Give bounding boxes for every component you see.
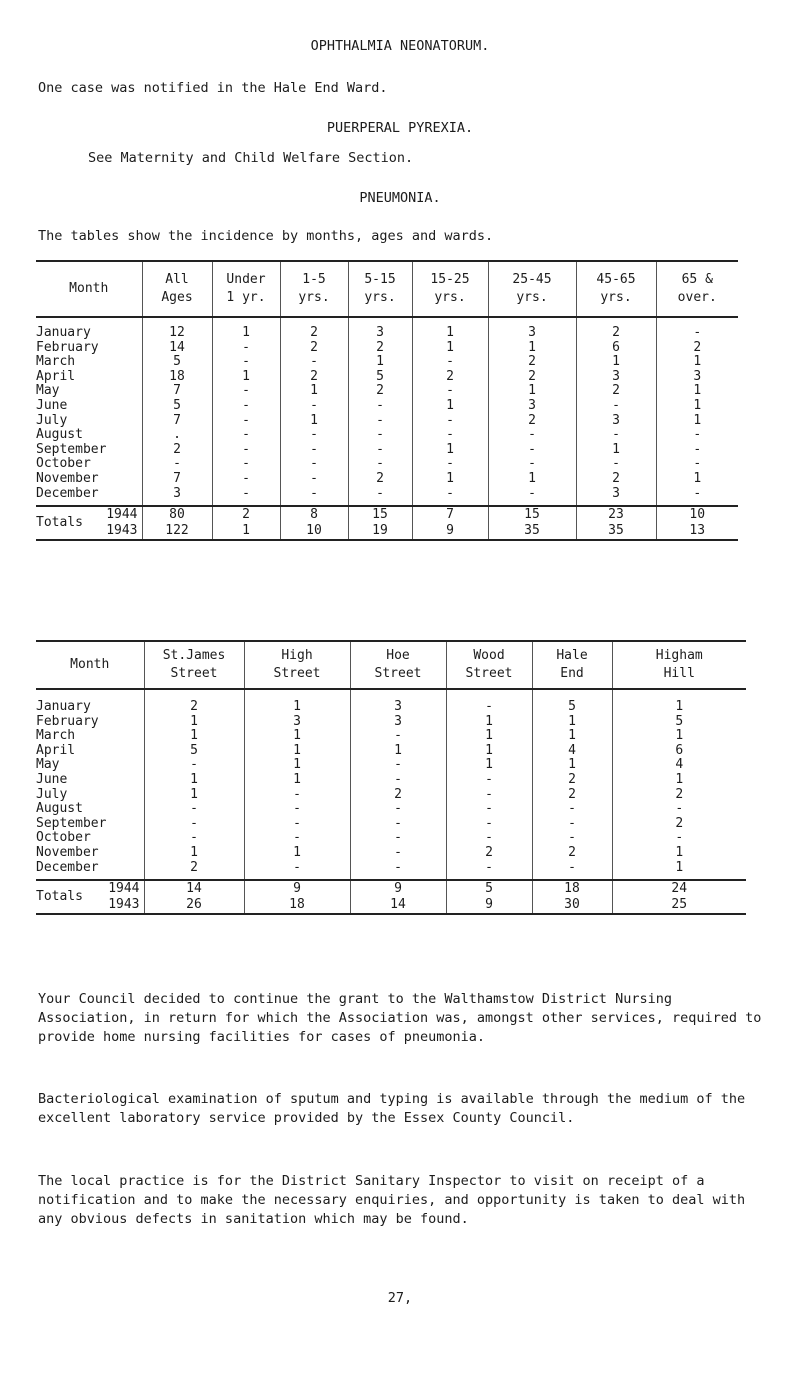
value-cell: 2 (144, 861, 244, 881)
table-row (36, 773, 746, 788)
value-cell: - (348, 443, 412, 458)
nursing-paragraph (38, 990, 768, 1047)
value-cell: 3 (350, 715, 446, 730)
table-row (36, 317, 738, 341)
value-cell: 1 (412, 317, 488, 341)
value-cell: - (212, 443, 280, 458)
value-cell: - (348, 487, 412, 507)
value-cell: 1 (412, 341, 488, 356)
totals-value-cell: 10 (656, 506, 738, 523)
month-cell: August (36, 427, 83, 443)
value-cell: 1 (412, 399, 488, 414)
value-cell: - (212, 487, 280, 507)
totals-value-cell: 1 (212, 523, 280, 540)
value-cell: 1 (576, 355, 656, 370)
month-cell: April (36, 742, 76, 758)
month-cell: April (36, 368, 76, 384)
value-cell: - (532, 831, 612, 846)
value-cell: 2 (280, 370, 348, 385)
table-row (36, 715, 746, 730)
totals-value-cell: 13 (656, 523, 738, 540)
value-cell: - (532, 861, 612, 881)
value-cell: 1 (244, 846, 350, 861)
value-cell: 2 (144, 689, 244, 715)
totals-value-cell: 18 (244, 897, 350, 914)
column-header-month: Month (70, 657, 110, 672)
value-cell: 2 (446, 846, 532, 861)
value-cell: 2 (350, 788, 446, 803)
value-cell: 2 (142, 443, 212, 458)
value-cell: - (244, 788, 350, 803)
value-cell: 5 (612, 715, 746, 730)
value-cell: - (280, 472, 348, 487)
value-cell: - (350, 817, 446, 832)
header-row (36, 641, 746, 689)
value-cell: 1 (412, 472, 488, 487)
value-cell: - (446, 802, 532, 817)
value-cell: 2 (576, 317, 656, 341)
value-cell: 5 (142, 399, 212, 414)
value-cell: 2 (612, 817, 746, 832)
value-cell: 7 (142, 384, 212, 399)
value-cell: 2 (532, 846, 612, 861)
value-cell: - (446, 773, 532, 788)
totals-value-cell: 15 (488, 506, 576, 523)
totals-row (36, 523, 738, 540)
column-header: 45-65 yrs. (576, 261, 656, 317)
table-row (36, 802, 746, 817)
value-cell: - (244, 831, 350, 846)
month-cell: November (36, 844, 99, 860)
value-cell: 1 (656, 384, 738, 399)
column-header: 1-5 yrs. (280, 261, 348, 317)
value-cell: - (412, 428, 488, 443)
totals-value-cell: 15 (348, 506, 412, 523)
value-cell: - (412, 457, 488, 472)
totals-value-cell: 2 (212, 506, 280, 523)
value-cell: 2 (280, 317, 348, 341)
month-cell: June (36, 397, 68, 413)
value-cell: 3 (488, 399, 576, 414)
totals-year: 1943 (108, 897, 140, 913)
month-cell: February (36, 339, 99, 355)
value-cell: 1 (576, 443, 656, 458)
month-cell: July (36, 786, 68, 802)
value-cell: - (244, 861, 350, 881)
value-cell: 18 (142, 370, 212, 385)
month-cell: December (36, 859, 99, 875)
totals-label: Totals (36, 515, 83, 531)
value-cell: - (350, 729, 446, 744)
value-cell: 1 (212, 370, 280, 385)
value-cell: - (280, 355, 348, 370)
value-cell: 1 (612, 846, 746, 861)
table-row (36, 861, 746, 881)
table-row (36, 399, 738, 414)
value-cell: 2 (348, 384, 412, 399)
table-row (36, 788, 746, 803)
totals-value-cell: 5 (446, 880, 532, 897)
totals-value-cell: 9 (244, 880, 350, 897)
month-cell: February (36, 713, 99, 729)
value-cell: 1 (144, 773, 244, 788)
value-cell: 7 (142, 414, 212, 429)
totals-value-cell: 23 (576, 506, 656, 523)
month-cell: December (36, 485, 99, 501)
totals-value-cell: 25 (612, 897, 746, 914)
value-cell: 3 (576, 370, 656, 385)
value-cell: 1 (612, 729, 746, 744)
value-cell: - (656, 428, 738, 443)
totals-row (36, 506, 738, 523)
value-cell: - (212, 414, 280, 429)
totals-value-cell: 122 (142, 523, 212, 540)
value-cell: 1 (244, 729, 350, 744)
totals-value-cell: 7 (412, 506, 488, 523)
table-row (36, 846, 746, 861)
value-cell: - (350, 831, 446, 846)
value-cell: 2 (348, 341, 412, 356)
value-cell: 2 (576, 384, 656, 399)
value-cell: 1 (144, 715, 244, 730)
bacteriology-paragraph (38, 1090, 768, 1128)
totals-year: 1944 (108, 881, 140, 897)
column-header: Hoe Street (350, 641, 446, 689)
value-cell: 5 (142, 355, 212, 370)
totals-value-cell: 14 (144, 880, 244, 897)
column-header: Under 1 yr. (212, 261, 280, 317)
value-cell: - (488, 443, 576, 458)
value-cell: 2 (488, 355, 576, 370)
table-row (36, 384, 738, 399)
totals-row (36, 880, 746, 897)
value-cell: 1 (656, 472, 738, 487)
age-incidence-table (36, 260, 738, 541)
value-cell: - (348, 414, 412, 429)
totals-value-cell: 9 (446, 897, 532, 914)
month-cell: May (36, 383, 60, 399)
column-header: High Street (244, 641, 350, 689)
value-cell: - (612, 831, 746, 846)
value-cell: - (280, 399, 348, 414)
value-cell: 3 (348, 317, 412, 341)
totals-label-cell (36, 897, 144, 914)
value-cell: - (212, 399, 280, 414)
ophthalmia-heading: OPHTHALMIA NEONATORUM. (310, 38, 490, 54)
totals-value-cell: 10 (280, 523, 348, 540)
value-cell: 1 (144, 729, 244, 744)
totals-value-cell: 24 (612, 880, 746, 897)
header-row (36, 261, 738, 317)
column-header: 25-45 yrs. (488, 261, 576, 317)
pneumonia-heading: PNEUMONIA. (359, 190, 441, 206)
value-cell: 1 (656, 414, 738, 429)
value-cell: - (488, 457, 576, 472)
value-cell: - (576, 457, 656, 472)
table-row (36, 729, 746, 744)
value-cell: 1 (244, 773, 350, 788)
value-cell: - (446, 689, 532, 715)
value-cell: 1 (612, 689, 746, 715)
value-cell: - (656, 317, 738, 341)
month-cell: May (36, 757, 60, 773)
totals-value-cell: 8 (280, 506, 348, 523)
table-row (36, 414, 738, 429)
month-cell: January (36, 699, 91, 714)
value-cell: 1 (488, 472, 576, 487)
column-header: Higham Hill (612, 641, 746, 689)
value-cell: - (412, 414, 488, 429)
month-cell: June (36, 771, 68, 787)
table-row (36, 744, 746, 759)
value-cell: - (212, 472, 280, 487)
ward-incidence-table (36, 640, 746, 915)
value-cell: 6 (612, 744, 746, 759)
value-cell: - (446, 817, 532, 832)
value-cell: - (348, 428, 412, 443)
table-row (36, 428, 738, 443)
value-cell: 1 (212, 317, 280, 341)
value-cell: 3 (576, 414, 656, 429)
totals-label-cell (36, 523, 142, 540)
paragraph-text: Your Council decided to continue the grant to the Walthamstow District Nursing Association, in return for which the Association was, amongst other services, required to provide home nursing facilities for cases of pneumonia. (38, 991, 762, 1045)
totals-year: 1944 (106, 507, 138, 523)
totals-value-cell: 9 (412, 523, 488, 540)
value-cell: 2 (488, 370, 576, 385)
month-cell: August (36, 801, 83, 817)
value-cell: 3 (656, 370, 738, 385)
month-cell: March (36, 728, 76, 744)
value-cell: - (446, 831, 532, 846)
value-cell: 3 (142, 487, 212, 507)
value-cell: 3 (488, 317, 576, 341)
value-cell: - (656, 443, 738, 458)
column-header: 15-25 yrs. (412, 261, 488, 317)
value-cell: 1 (532, 715, 612, 730)
value-cell: - (212, 384, 280, 399)
value-cell: - (488, 428, 576, 443)
value-cell: - (350, 802, 446, 817)
value-cell: 2 (576, 472, 656, 487)
value-cell: - (612, 802, 746, 817)
value-cell: 2 (656, 341, 738, 356)
month-cell: October (36, 456, 91, 472)
sanitation-paragraph (38, 1172, 768, 1229)
totals-value-cell: 30 (532, 897, 612, 914)
value-cell: 1 (488, 384, 576, 399)
column-header: 5-15 yrs. (348, 261, 412, 317)
value-cell: - (350, 773, 446, 788)
table-row (36, 689, 746, 715)
value-cell: 1 (144, 846, 244, 861)
value-cell: - (212, 355, 280, 370)
value-cell: - (350, 861, 446, 881)
pneumonia-intro: The tables show the incidence by months, ages and wards. (38, 228, 494, 244)
value-cell: 1 (244, 744, 350, 759)
value-cell: 1 (446, 715, 532, 730)
value-cell: 4 (612, 758, 746, 773)
totals-value-cell: 18 (532, 880, 612, 897)
column-header: St.James Street (144, 641, 244, 689)
value-cell: - (412, 355, 488, 370)
table-row (36, 817, 746, 832)
value-cell: - (350, 758, 446, 773)
value-cell: 4 (532, 744, 612, 759)
value-cell: - (576, 399, 656, 414)
value-cell: 2 (348, 472, 412, 487)
value-cell: - (212, 341, 280, 356)
page-number: 27, (387, 1290, 413, 1306)
value-cell: 1 (446, 758, 532, 773)
totals-year: 1943 (106, 523, 138, 539)
paragraph-text: Bacteriological examination of sputum and typing is available through the medium of the excellent laboratory service provided by the Essex County Council. (38, 1091, 746, 1126)
month-cell: January (36, 325, 91, 340)
value-cell: - (412, 384, 488, 399)
totals-value-cell: 35 (488, 523, 576, 540)
value-cell: 1 (656, 399, 738, 414)
table-row (36, 472, 738, 487)
value-cell: 12 (142, 317, 212, 341)
value-cell: 1 (350, 744, 446, 759)
value-cell: 1 (612, 773, 746, 788)
value-cell: - (446, 788, 532, 803)
value-cell: - (656, 457, 738, 472)
column-header: Wood Street (446, 641, 532, 689)
value-cell: - (350, 846, 446, 861)
value-cell: - (212, 428, 280, 443)
value-cell: - (144, 817, 244, 832)
table-row (36, 457, 738, 472)
month-cell: October (36, 830, 91, 846)
value-cell: 1 (612, 861, 746, 881)
value-cell: - (244, 802, 350, 817)
month-cell: September (36, 441, 107, 457)
value-cell: - (656, 487, 738, 507)
puerperal-text: See Maternity and Child Welfare Section. (88, 150, 414, 166)
value-cell: 1 (244, 758, 350, 773)
value-cell: 2 (612, 788, 746, 803)
value-cell: 1 (280, 384, 348, 399)
month-cell: July (36, 412, 68, 428)
ophthalmia-text: One case was notified in the Hale End Ward. (38, 80, 388, 96)
value-cell: - (532, 817, 612, 832)
column-header: 65 & over. (656, 261, 738, 317)
value-cell: 1 (412, 443, 488, 458)
value-cell: 2 (488, 414, 576, 429)
totals-value-cell: 9 (350, 880, 446, 897)
totals-row (36, 897, 746, 914)
table-row (36, 758, 746, 773)
value-cell: 14 (142, 341, 212, 356)
value-cell: - (144, 758, 244, 773)
value-cell: - (280, 457, 348, 472)
table-row (36, 443, 738, 458)
value-cell: 1 (532, 729, 612, 744)
value-cell: - (532, 802, 612, 817)
column-header: All Ages (142, 261, 212, 317)
puerperal-heading: PUERPERAL PYREXIA. (326, 120, 474, 136)
table-row (36, 355, 738, 370)
value-cell: 1 (348, 355, 412, 370)
value-cell: 1 (488, 341, 576, 356)
totals-value-cell: 26 (144, 897, 244, 914)
value-cell: 7 (142, 472, 212, 487)
value-cell: - (142, 457, 212, 472)
value-cell: 2 (280, 341, 348, 356)
value-cell: - (212, 457, 280, 472)
value-cell: 1 (244, 689, 350, 715)
value-cell: 3 (576, 487, 656, 507)
month-cell: September (36, 815, 107, 831)
value-cell: - (488, 487, 576, 507)
value-cell: . (142, 428, 212, 443)
value-cell: 2 (532, 773, 612, 788)
value-cell: - (446, 861, 532, 881)
table-row (36, 831, 746, 846)
value-cell: - (348, 399, 412, 414)
value-cell: 5 (144, 744, 244, 759)
totals-value-cell: 14 (350, 897, 446, 914)
value-cell: 2 (412, 370, 488, 385)
totals-label: Totals (36, 889, 83, 905)
value-cell: - (144, 831, 244, 846)
value-cell: 1 (280, 414, 348, 429)
value-cell: - (280, 443, 348, 458)
value-cell: 1 (446, 744, 532, 759)
value-cell: 2 (532, 788, 612, 803)
value-cell: 1 (656, 355, 738, 370)
value-cell: 6 (576, 341, 656, 356)
value-cell: 3 (350, 689, 446, 715)
value-cell: - (348, 457, 412, 472)
totals-value-cell: 19 (348, 523, 412, 540)
value-cell: - (280, 428, 348, 443)
paragraph-text: The local practice is for the District Sanitary Inspector to visit on receipt of a notification and to make the necessary enquiries, and opportunity is taken to deal with any obvious defects in sanitation which may be found. (38, 1173, 746, 1227)
value-cell: - (280, 487, 348, 507)
value-cell: - (412, 487, 488, 507)
value-cell: 5 (532, 689, 612, 715)
value-cell: - (576, 428, 656, 443)
totals-value-cell: 35 (576, 523, 656, 540)
totals-value-cell: 80 (142, 506, 212, 523)
value-cell: 3 (244, 715, 350, 730)
column-header: Hale End (532, 641, 612, 689)
table-row (36, 370, 738, 385)
table-row (36, 341, 738, 356)
month-cell: November (36, 470, 99, 486)
column-header-month: Month (69, 281, 109, 296)
value-cell: 1 (144, 788, 244, 803)
value-cell: 5 (348, 370, 412, 385)
month-cell: March (36, 354, 76, 370)
value-cell: 1 (446, 729, 532, 744)
table-row (36, 487, 738, 507)
value-cell: - (144, 802, 244, 817)
value-cell: 1 (532, 758, 612, 773)
value-cell: - (244, 817, 350, 832)
